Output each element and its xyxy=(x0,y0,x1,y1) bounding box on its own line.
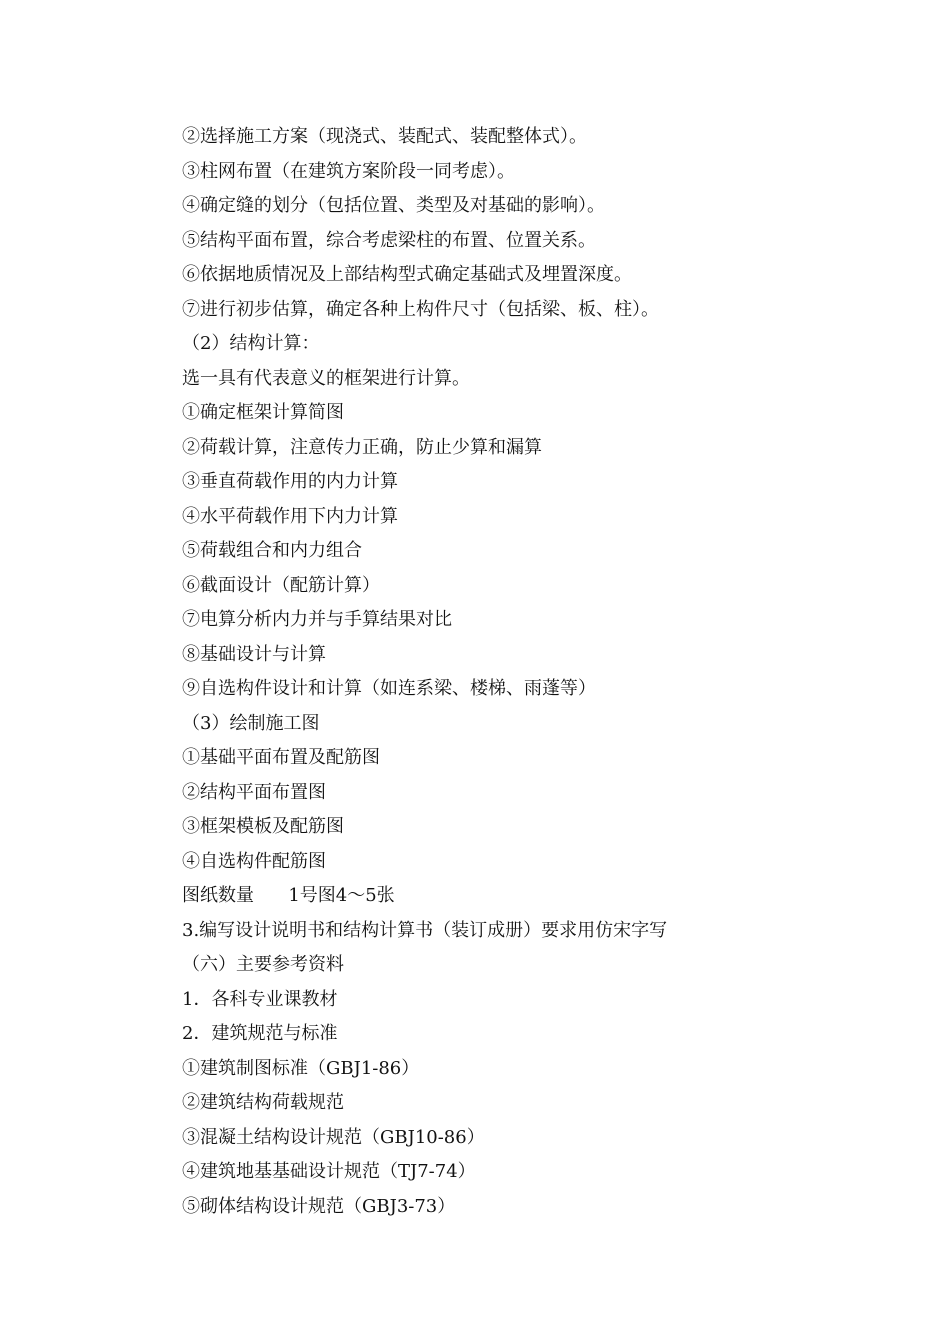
text-line: 选一具有代表意义的框架进行计算。 xyxy=(182,367,470,389)
text-line: ②建筑结构荷载规范 xyxy=(182,1092,344,1113)
section-heading: （2）结构计算： xyxy=(182,333,320,354)
text-line: ③柱网布置（在建筑方案阶段一同考虑）。 xyxy=(182,160,515,182)
text-line: ⑥依据地质情况及上部结构型式确定基础式及埋置深度。 xyxy=(182,264,632,285)
text-line: ④确定缝的划分（包括位置、类型及对基础的影响）。 xyxy=(182,195,605,216)
text-line: ⑥截面设计（配筋计算） xyxy=(182,574,380,596)
text-line: ③混凝土结构设计规范（GBJ10-86） xyxy=(182,1126,485,1148)
text-line: ③垂直荷载作用的内力计算 xyxy=(182,471,398,492)
text-line: ⑤结构平面布置，综合考虑梁柱的布置、位置关系。 xyxy=(182,229,596,251)
text-line: ⑨自选构件设计和计算（如连系梁、楼梯、雨蓬等） xyxy=(182,678,596,699)
text-line: ③框架模板及配筋图 xyxy=(182,816,344,837)
section-heading: （3）绘制施工图 xyxy=(182,712,320,734)
text-line: ④自选构件配筋图 xyxy=(182,850,326,872)
text-line: ④水平荷载作用下内力计算 xyxy=(182,505,398,527)
text-line: 2．建筑规范与标准 xyxy=(182,1023,338,1044)
text-line: ①建筑制图标准（GBJ1-86） xyxy=(182,1057,420,1079)
text-line: ②结构平面布置图 xyxy=(182,781,326,803)
text-line: ④建筑地基基础设计规范（TJ7-74） xyxy=(182,1161,476,1182)
text-line: ⑧基础设计与计算 xyxy=(182,643,326,665)
text-line: 3.编写设计说明书和结构计算书（装订成册）要求用仿宋字写 xyxy=(182,919,668,941)
text-line: ②选择施工方案（现浇式、装配式、装配整体式）。 xyxy=(182,126,587,147)
text-line: ①基础平面布置及配筋图 xyxy=(182,747,380,768)
text-line: 1．各科专业课教材 xyxy=(182,988,338,1010)
document-body xyxy=(182,120,902,1224)
text-line: ②荷载计算，注意传力正确，防止少算和漏算 xyxy=(182,436,542,458)
text-line: ⑦进行初步估算，确定各种上构件尺寸（包括梁、板、柱）。 xyxy=(182,298,659,320)
text-line: 图纸数量 1号图4～5张 xyxy=(182,885,395,906)
text-line: ⑦电算分析内力并与手算结果对比 xyxy=(182,609,452,630)
section-heading: （六）主要参考资料 xyxy=(182,954,344,975)
text-line: ①确定框架计算简图 xyxy=(182,402,344,423)
text-line: ⑤砌体结构设计规范（GBJ3-73） xyxy=(182,1195,456,1217)
text-line: ⑤荷载组合和内力组合 xyxy=(182,540,362,561)
